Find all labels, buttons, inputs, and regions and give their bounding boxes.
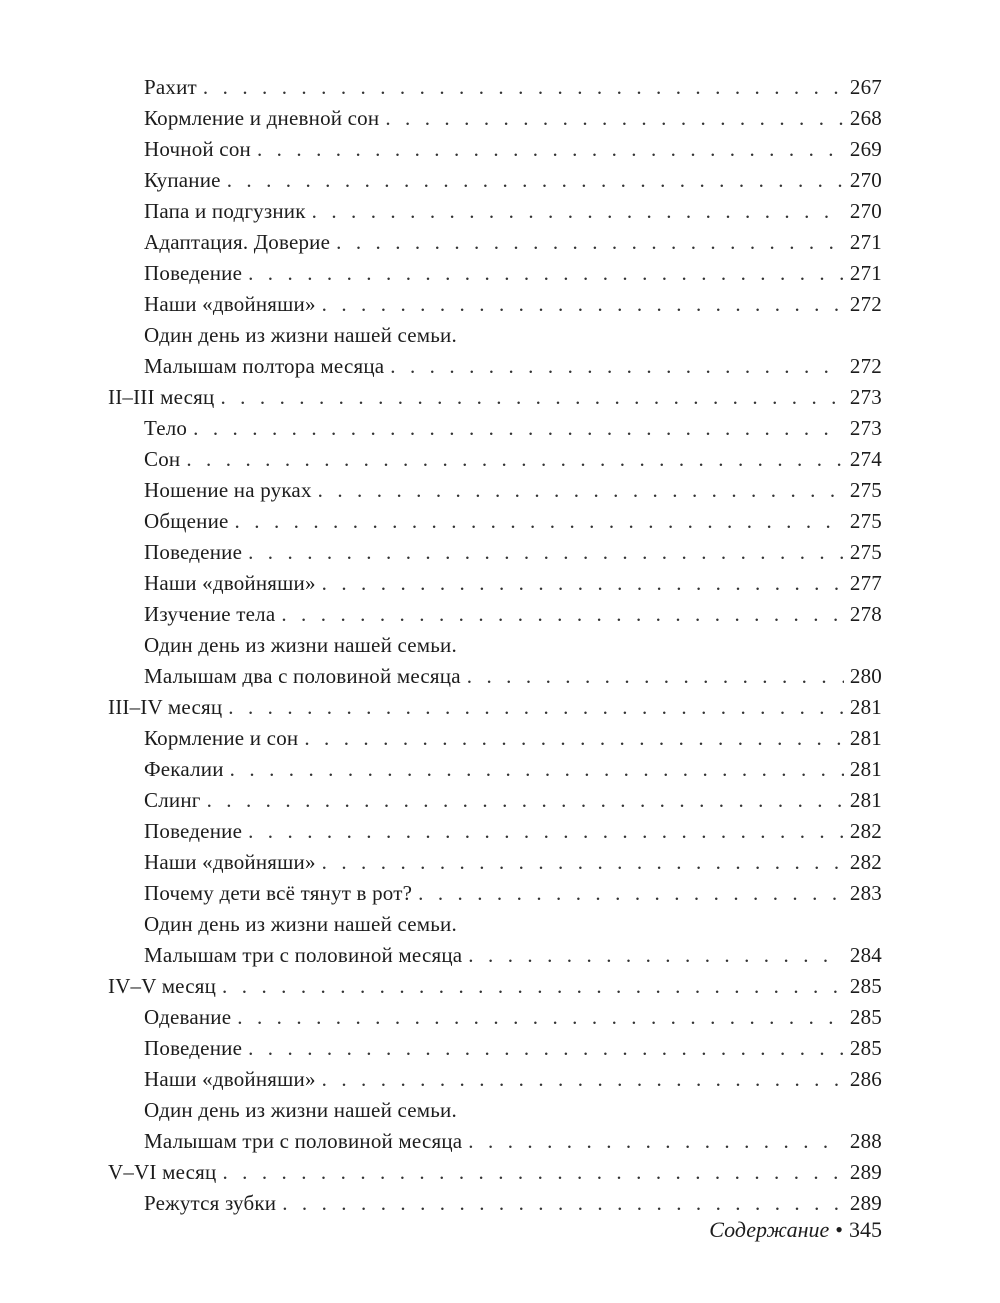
toc-entry-title: Поведение <box>144 1036 243 1060</box>
toc-entry-page: 278 <box>849 602 882 626</box>
page-number: 345 <box>849 1217 882 1242</box>
toc-entry-page: 285 <box>849 1005 882 1029</box>
dot-leader <box>318 475 844 506</box>
toc-entry-title: Папа и подгузник <box>144 199 306 223</box>
dot-leader <box>418 878 844 909</box>
dot-leader <box>222 971 844 1002</box>
toc-entry-page: 281 <box>849 695 882 719</box>
toc-entry-page: 288 <box>849 1129 882 1153</box>
toc-entry <box>108 165 882 196</box>
toc-entry <box>108 1157 882 1188</box>
toc-entry <box>108 692 882 723</box>
toc-entry <box>108 351 882 382</box>
page-footer <box>709 1217 882 1243</box>
toc-entry <box>108 754 882 785</box>
toc-entry <box>108 1002 882 1033</box>
toc-entry-page: 275 <box>849 509 882 533</box>
toc-entry <box>108 72 882 103</box>
toc-entry <box>108 227 882 258</box>
toc-entry-page: 282 <box>849 850 882 874</box>
toc-entry-title: Малышам два с половиной месяца <box>144 664 461 688</box>
toc-entry-title: III–IV месяц <box>108 695 223 719</box>
toc-entry-title: Наши «двойняши» <box>144 850 316 874</box>
toc-entry-title: Наши «двойняши» <box>144 571 316 595</box>
dot-leader <box>390 351 844 382</box>
toc-entry-page: 281 <box>849 757 882 781</box>
dot-leader <box>237 1002 844 1033</box>
toc-entry-title: Поведение <box>144 261 243 285</box>
dot-leader <box>230 754 844 785</box>
dot-leader <box>248 816 844 847</box>
toc-entry-page: 281 <box>849 726 882 750</box>
toc-entry-page: 268 <box>849 106 882 130</box>
toc-entry <box>108 134 882 165</box>
toc-entry-page: 273 <box>849 385 882 409</box>
toc-entry <box>108 661 882 692</box>
toc-entry-page: 282 <box>849 819 882 843</box>
toc-entry-title: Малышам полтора месяца <box>144 354 385 378</box>
toc-entry-title: Поведение <box>144 540 243 564</box>
dot-leader <box>468 1126 844 1157</box>
toc-entry-page: 275 <box>849 540 882 564</box>
toc-entry-page: 280 <box>849 664 882 688</box>
dot-leader <box>322 568 844 599</box>
dot-leader <box>203 72 844 103</box>
dot-leader <box>282 1188 844 1219</box>
toc-entry <box>108 413 882 444</box>
dot-leader <box>235 506 844 537</box>
toc-entry <box>108 103 882 134</box>
toc-entry <box>108 599 882 630</box>
toc-entry <box>108 382 882 413</box>
toc-entry <box>108 630 882 661</box>
toc-entry <box>108 847 882 878</box>
toc-entry <box>108 289 882 320</box>
toc-entry <box>108 1126 882 1157</box>
toc-entry-title: Одевание <box>144 1005 232 1029</box>
dot-leader <box>322 289 844 320</box>
dot-leader <box>227 165 844 196</box>
toc-entry <box>108 475 882 506</box>
toc-entry-page: 273 <box>849 416 882 440</box>
toc-entry-page: 285 <box>849 974 882 998</box>
toc-entry-title: Малышам три с половиной месяца <box>144 943 463 967</box>
dot-leader <box>468 940 844 971</box>
dot-leader <box>322 847 844 878</box>
dot-leader <box>385 103 844 134</box>
dot-leader <box>193 413 844 444</box>
toc-entry-page: 283 <box>849 881 882 905</box>
dot-leader <box>220 382 843 413</box>
toc-entry-page: 275 <box>849 478 882 502</box>
toc-entry <box>108 723 882 754</box>
toc-entry-title: IV–V месяц <box>108 974 217 998</box>
running-footer-section: Содержание <box>709 1217 830 1242</box>
toc-entry <box>108 1064 882 1095</box>
toc-entry-title: Почему дети всё тянут в рот? <box>144 881 413 905</box>
toc-entry <box>108 1033 882 1064</box>
toc-entry-page: 271 <box>849 230 882 254</box>
toc-entry-page: 274 <box>849 447 882 471</box>
toc-entry-title: Общение <box>144 509 229 533</box>
dot-leader <box>312 196 844 227</box>
toc-entry <box>108 878 882 909</box>
toc-entry-title: Фекалии <box>144 757 224 781</box>
toc-entry-page: 281 <box>849 788 882 812</box>
toc-entry-title: Наши «двойняши» <box>144 1067 316 1091</box>
toc-entry <box>108 506 882 537</box>
toc-entry-title: Один день из жизни нашей семьи. <box>144 633 457 657</box>
toc-entry-title: Сон <box>144 447 181 471</box>
toc-entry-title: Один день из жизни нашей семьи. <box>144 912 457 936</box>
toc-entry <box>108 258 882 289</box>
toc-entry-title: Малышам три с половиной месяца <box>144 1129 463 1153</box>
toc-entry <box>108 909 882 940</box>
toc-entry <box>108 196 882 227</box>
toc-entry-title: Один день из жизни нашей семьи. <box>144 1098 457 1122</box>
dot-leader <box>248 1033 844 1064</box>
toc-entry-page: 270 <box>849 168 882 192</box>
toc-entry <box>108 971 882 1002</box>
toc-entry-title: Кормление и сон <box>144 726 299 750</box>
toc-entry-title: Наши «двойняши» <box>144 292 316 316</box>
toc-entry-title: Тело <box>144 416 188 440</box>
toc-entry <box>108 537 882 568</box>
dot-leader <box>186 444 844 475</box>
toc-entry-title: Изучение тела <box>144 602 276 626</box>
dot-leader <box>281 599 844 630</box>
toc-entry-page: 289 <box>849 1191 882 1215</box>
dot-leader <box>228 692 844 723</box>
toc-entry-title: Рахит <box>144 75 197 99</box>
toc-entry-page: 277 <box>849 571 882 595</box>
toc-entry-page: 271 <box>849 261 882 285</box>
dot-leader <box>248 258 844 289</box>
toc-entry-page: 270 <box>849 199 882 223</box>
toc-entry <box>108 785 882 816</box>
toc-entry-title: Слинг <box>144 788 201 812</box>
dot-leader <box>207 785 844 816</box>
dot-leader <box>248 537 844 568</box>
footer-separator: • <box>835 1217 843 1242</box>
dot-leader <box>467 661 844 692</box>
toc-entry-title: Один день из жизни нашей семьи. <box>144 323 457 347</box>
toc-entry-page: 286 <box>849 1067 882 1091</box>
toc-entry-title: Поведение <box>144 819 243 843</box>
dot-leader <box>322 1064 844 1095</box>
toc-entry <box>108 320 882 351</box>
toc-entry <box>108 444 882 475</box>
toc-entry <box>108 568 882 599</box>
toc-entry-title: Купание <box>144 168 221 192</box>
toc-entry-page: 272 <box>849 292 882 316</box>
dot-leader <box>336 227 844 258</box>
toc-entry-title: V–VI месяц <box>108 1160 217 1184</box>
toc-entry-page: 267 <box>849 75 882 99</box>
toc-entry-page: 285 <box>849 1036 882 1060</box>
toc-entry-page: 284 <box>849 943 882 967</box>
toc-entry <box>108 1188 882 1219</box>
dot-leader <box>257 134 844 165</box>
toc-entry-title: II–III месяц <box>108 385 215 409</box>
toc-entry <box>108 1095 882 1126</box>
toc-entry-title: Режутся зубки <box>144 1191 277 1215</box>
table-of-contents <box>108 72 882 1219</box>
dot-leader <box>222 1157 843 1188</box>
toc-entry-page: 289 <box>849 1160 882 1184</box>
toc-entry <box>108 940 882 971</box>
toc-entry-page: 269 <box>849 137 882 161</box>
toc-entry-title: Кормление и дневной сон <box>144 106 380 130</box>
toc-entry-title: Ночной сон <box>144 137 251 161</box>
toc-entry <box>108 816 882 847</box>
toc-entry-title: Адаптация. Доверие <box>144 230 331 254</box>
toc-entry-title: Ношение на руках <box>144 478 312 502</box>
toc-entry-page: 272 <box>849 354 882 378</box>
dot-leader <box>304 723 844 754</box>
